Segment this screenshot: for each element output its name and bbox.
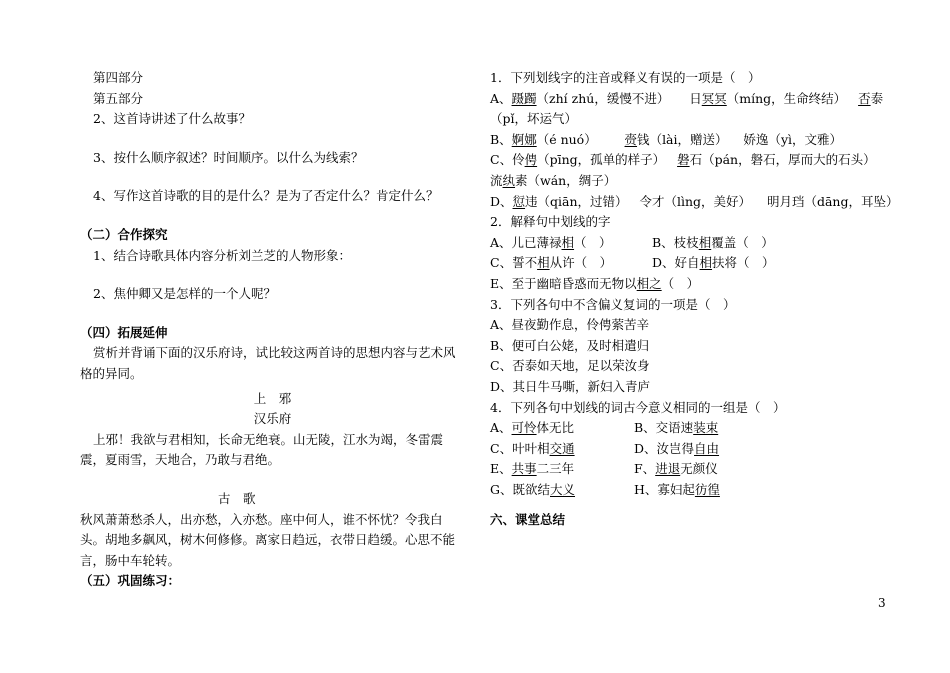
exercise-4-row-ef: E、共事二三年 F、进退无颜仪 — [490, 461, 718, 477]
poem1-title: 上 邪 — [253, 390, 292, 406]
poem1-source: 汉乐府 — [253, 411, 292, 427]
exercise-3-question: 3．下列各句中不含偏义复词的一项是（ ） — [490, 296, 736, 312]
exercise-3-option-a: A、昼夜勤作息，伶俜萦苦辛 — [490, 317, 650, 333]
exercise-1-option-d: D、愆违（qiān，过错） 令才（lìng，美好） 明月珰（dāng，耳坠） — [490, 193, 899, 209]
exercise-3-option-b: B、便可白公姥，及时相遣归 — [490, 337, 650, 353]
poem1-text: 上邪！我欲与君相知，长命无绝衰。山无陵，江水为竭，冬雷震震，夏雨雪，天地合，乃敢与君绝。 — [80, 431, 444, 468]
left-column — [80, 68, 465, 592]
part4-label: 第四部分 — [93, 70, 144, 85]
exercise-2-row-cd: C、誓不相从许（ ） D、好自相扶将（ ） — [490, 255, 775, 271]
coop-question-1: 1、结合诗歌具体内容分析刘兰芝的人物形象： — [93, 247, 351, 263]
question-3: 3、按什么顺序叙述？时间顺序。以什么为线索？ — [93, 149, 364, 165]
exercise-1-option-c-cont: 流纨素（wán，绸子） — [490, 172, 617, 188]
exercise-3-option-d: D、其日牛马嘶，新妇入青庐 — [490, 378, 651, 394]
poem2-text: 秋风萧萧愁杀人，出亦愁，入亦愁。座中何人，谁不怀忧？令我白头。胡地多飙风，树木何修修。离家日趋远，衣带日趋缓。心思不能言，肠中车轮转。 — [80, 511, 456, 568]
exercise-1-option-c: C、伶俜（pīng，孤单的样子） 磐石（pán，磐石，厚而大的石头） — [490, 152, 876, 168]
exercise-1-question: 1．下列划线字的注音或释义有误的一项是（ ） — [490, 70, 761, 85]
exercise-2-row-ab: A、儿已薄禄相（ ） B、枝枝相覆盖（ ） — [490, 234, 774, 250]
extension-intro: 赏析并背诵下面的汉乐府诗，试比较这两首诗的思想内容与艺术风格的异同。 — [80, 345, 456, 381]
section-class-summary: 六、课堂总结 — [490, 512, 566, 528]
section-extension: （四）拓展延伸 — [80, 324, 168, 340]
exercise-1-option-a: A、蹑躅（zhí zhú，缓慢不进） 日冥冥（míng，生命终结） 否泰 — [490, 90, 884, 106]
coop-question-2: 2、焦仲卿又是怎样的一个人呢？ — [93, 286, 276, 302]
part5-label: 第五部分 — [93, 90, 144, 106]
section-practice: （五）巩固练习： — [80, 573, 181, 589]
exercise-4-row-cd: C、叶叶相交通 D、汝岂得自由 — [490, 440, 720, 456]
exercise-2-question: 2．解释句中划线的字 — [490, 214, 611, 230]
page-number: 3 — [878, 596, 886, 610]
section-cooperative-inquiry: （二）合作探究 — [80, 226, 168, 242]
question-4: 4、写作这首诗歌的目的是什么？是为了否定什么？肯定什么？ — [93, 188, 439, 204]
poem2-title: 古 歌 — [218, 490, 256, 506]
exercise-3-option-c: C、否泰如天地，足以荣汝身 — [490, 358, 650, 374]
exercise-4-question: 4．下列各句中划线的词古今意义相同的一组是（ ） — [490, 399, 786, 415]
exercise-1-option-b: B、婀娜（é nuó） 赍钱（lài，赠送） 娇逸（yì，文雅） — [490, 131, 842, 147]
exercise-1-option-a-cont: （pǐ，坏运气） — [490, 111, 577, 127]
exercise-2-row-e: E、至于幽暗昏惑而无物以相之（ ） — [490, 275, 700, 291]
right-column — [490, 68, 899, 531]
exercise-4-row-ab: A、可怜体无比 B、交语速装束 — [490, 420, 719, 436]
exercise-4-row-gh: G、既欲结大义 H、寡妇起彷徨 — [490, 481, 720, 497]
question-2: 2、这首诗讲述了什么故事？ — [93, 111, 251, 127]
